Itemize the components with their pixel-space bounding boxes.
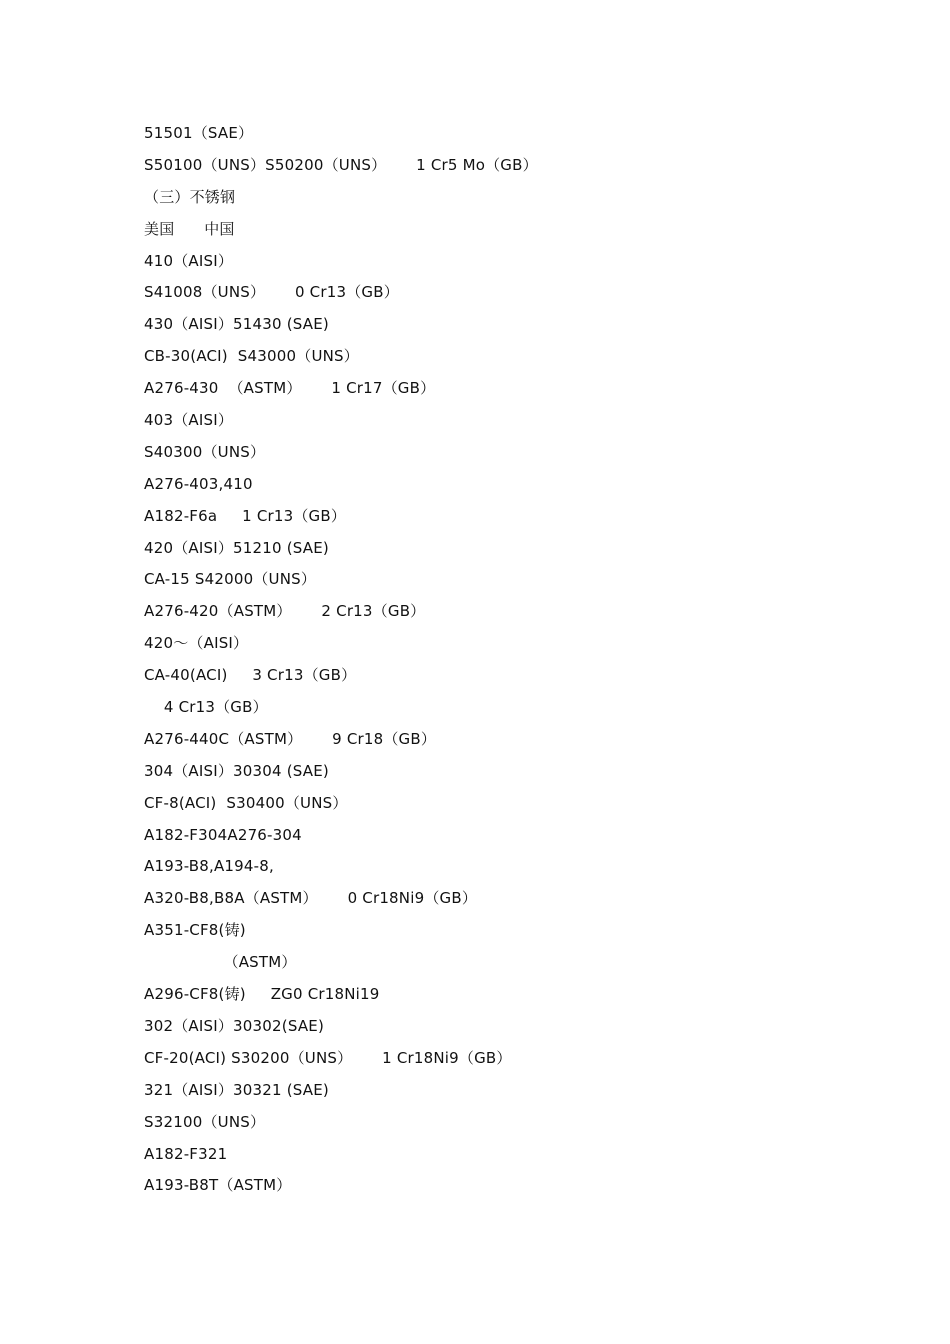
text-line: S40300（UNS）	[144, 442, 266, 461]
text-line: A276-420（ASTM） 2 Cr13（GB）	[144, 602, 426, 621]
text-line: A276-440C（ASTM） 9 Cr18（GB）	[144, 729, 437, 748]
text-line: A320-B8,B8A（ASTM） 0 Cr18Ni9（GB）	[144, 889, 478, 908]
text-line: 420～（AISI）	[144, 634, 249, 653]
text-line: A182-F6a 1 Cr13（GB）	[144, 506, 347, 525]
text-line: CA-15 S42000（UNS）	[144, 570, 317, 589]
text-line: A296-CF8(铸) ZG0 Cr18Ni19	[144, 985, 380, 1004]
text-line: S41008（UNS） 0 Cr13（GB）	[144, 283, 399, 302]
text-line: A193-B8T（ASTM）	[144, 1176, 292, 1195]
text-line: S32100（UNS）	[144, 1112, 266, 1131]
text-line: 403（AISI）	[144, 411, 234, 430]
text-line: CF-20(ACI) S30200（UNS） 1 Cr18Ni9（GB）	[144, 1048, 512, 1067]
text-line: A276-430 （ASTM） 1 Cr17（GB）	[144, 379, 436, 398]
text-line: A193-B8,A194-8,	[144, 857, 274, 876]
text-line: 4 Cr13（GB）	[144, 698, 268, 717]
text-line: A182-F304A276-304	[144, 825, 302, 844]
text-line: 430（AISI）51430 (SAE)	[144, 315, 329, 334]
text-line: 410（AISI）	[144, 251, 234, 270]
text-body	[144, 122, 904, 1206]
text-line: A182-F321	[144, 1144, 228, 1163]
text-line: 420（AISI）51210 (SAE)	[144, 538, 329, 557]
text-line: 51501（SAE）	[144, 124, 254, 142]
text-line: 304（AISI）30304 (SAE)	[144, 761, 329, 780]
text-line: （三）不锈钢	[144, 187, 236, 206]
text-line: CB-30(ACI) S43000（UNS）	[144, 347, 359, 366]
text-line: 321（AISI）30321 (SAE)	[144, 1080, 329, 1099]
text-line: A276-403,410	[144, 474, 253, 493]
text-line: S50100（UNS）S50200（UNS） 1 Cr5 Mo（GB）	[144, 155, 538, 174]
text-line: A351-CF8(铸)	[144, 921, 246, 940]
text-line: 302（AISI）30302(SAE)	[144, 1016, 325, 1035]
text-line: 美国 中国	[144, 219, 235, 238]
text-line: CA-40(ACI) 3 Cr13（GB）	[144, 666, 357, 685]
text-line: CF-8(ACI) S30400（UNS）	[144, 793, 348, 812]
text-line: （ASTM）	[144, 953, 297, 972]
